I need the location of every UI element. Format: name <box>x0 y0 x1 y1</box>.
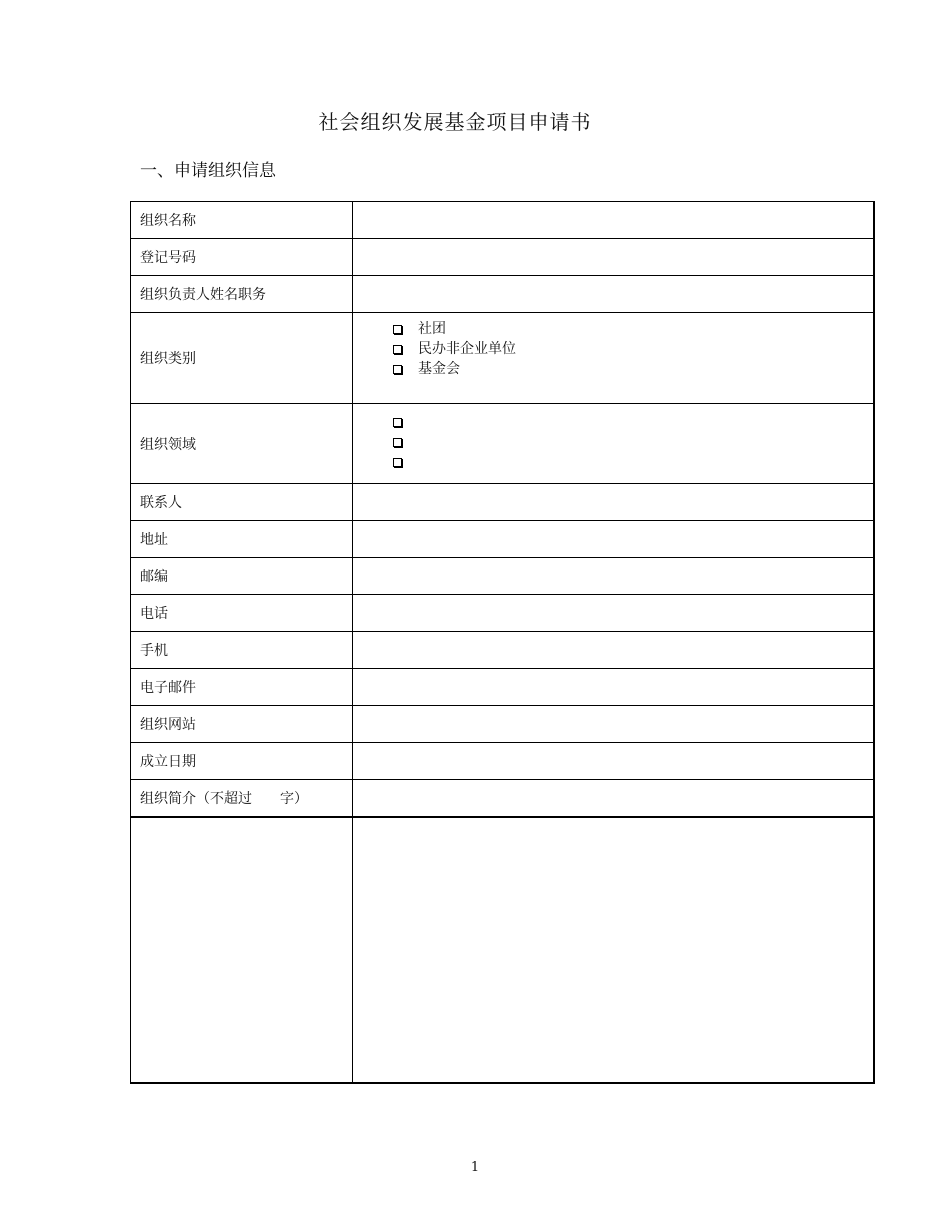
phone-field[interactable] <box>353 595 875 632</box>
document-title: 社会组织发展基金项目申请书 <box>318 110 592 134</box>
contact-field[interactable] <box>353 484 875 521</box>
field-label: 组织领域 <box>131 404 353 484</box>
row-founded <box>131 743 875 780</box>
application-form-table <box>130 201 875 1084</box>
category-options <box>353 313 875 404</box>
postcode-label: 邮编 <box>131 558 353 595</box>
leader-field[interactable] <box>353 276 875 313</box>
website-label: 组织网站 <box>131 706 353 743</box>
phone-label: 电话 <box>131 595 353 632</box>
row-org-name <box>131 202 875 239</box>
row-reg-number <box>131 239 875 276</box>
section-heading: 一、申请组织信息 <box>140 161 276 181</box>
category-option-foundation[interactable] <box>393 359 873 379</box>
mobile-field[interactable] <box>353 632 875 669</box>
checkbox-icon[interactable] <box>393 418 402 427</box>
founded-field[interactable] <box>353 743 875 780</box>
checkbox-icon[interactable] <box>393 345 402 354</box>
founded-label: 成立日期 <box>131 743 353 780</box>
email-label: 电子邮件 <box>131 669 353 706</box>
leader-label: 组织负责人姓名职务 <box>131 276 353 313</box>
category-option-label: 社团 <box>418 321 446 337</box>
org-name-field[interactable] <box>353 202 875 239</box>
row-category <box>131 313 875 404</box>
row-intro <box>131 780 875 817</box>
reg-number-field[interactable] <box>353 239 875 276</box>
row-mobile <box>131 632 875 669</box>
field-options <box>353 404 875 484</box>
row-postcode <box>131 558 875 595</box>
address-label: 地址 <box>131 521 353 558</box>
field-option[interactable] <box>393 452 873 472</box>
intro-label: 组织简介（不超过 字） <box>131 780 353 817</box>
field-option[interactable] <box>393 432 873 452</box>
intro-header-field[interactable] <box>353 780 875 817</box>
website-field[interactable] <box>353 706 875 743</box>
category-option-label: 民办非企业单位 <box>418 341 516 357</box>
row-field <box>131 404 875 484</box>
checkbox-icon[interactable] <box>393 365 402 374</box>
row-leader <box>131 276 875 313</box>
checkbox-icon[interactable] <box>393 438 402 447</box>
checkbox-icon[interactable] <box>393 325 402 334</box>
category-checklist <box>353 313 873 379</box>
address-field[interactable] <box>353 521 875 558</box>
row-intro-body <box>131 817 875 1083</box>
intro-text-area[interactable] <box>353 817 875 1083</box>
postcode-field[interactable] <box>353 558 875 595</box>
category-option-label: 基金会 <box>418 361 460 377</box>
org-name-label: 组织名称 <box>131 202 353 239</box>
row-address <box>131 521 875 558</box>
email-field[interactable] <box>353 669 875 706</box>
category-option-private-nonenterprise[interactable] <box>393 339 873 359</box>
row-contact <box>131 484 875 521</box>
category-option-society[interactable] <box>393 319 873 339</box>
intro-body-left-cell <box>131 817 353 1083</box>
field-option[interactable] <box>393 412 873 432</box>
category-label: 组织类别 <box>131 313 353 404</box>
field-checklist <box>353 404 873 472</box>
checkbox-icon[interactable] <box>393 458 402 467</box>
contact-label: 联系人 <box>131 484 353 521</box>
row-website <box>131 706 875 743</box>
page-number: 1 <box>470 1160 480 1175</box>
row-email <box>131 669 875 706</box>
row-phone <box>131 595 875 632</box>
mobile-label: 手机 <box>131 632 353 669</box>
reg-number-label: 登记号码 <box>131 239 353 276</box>
